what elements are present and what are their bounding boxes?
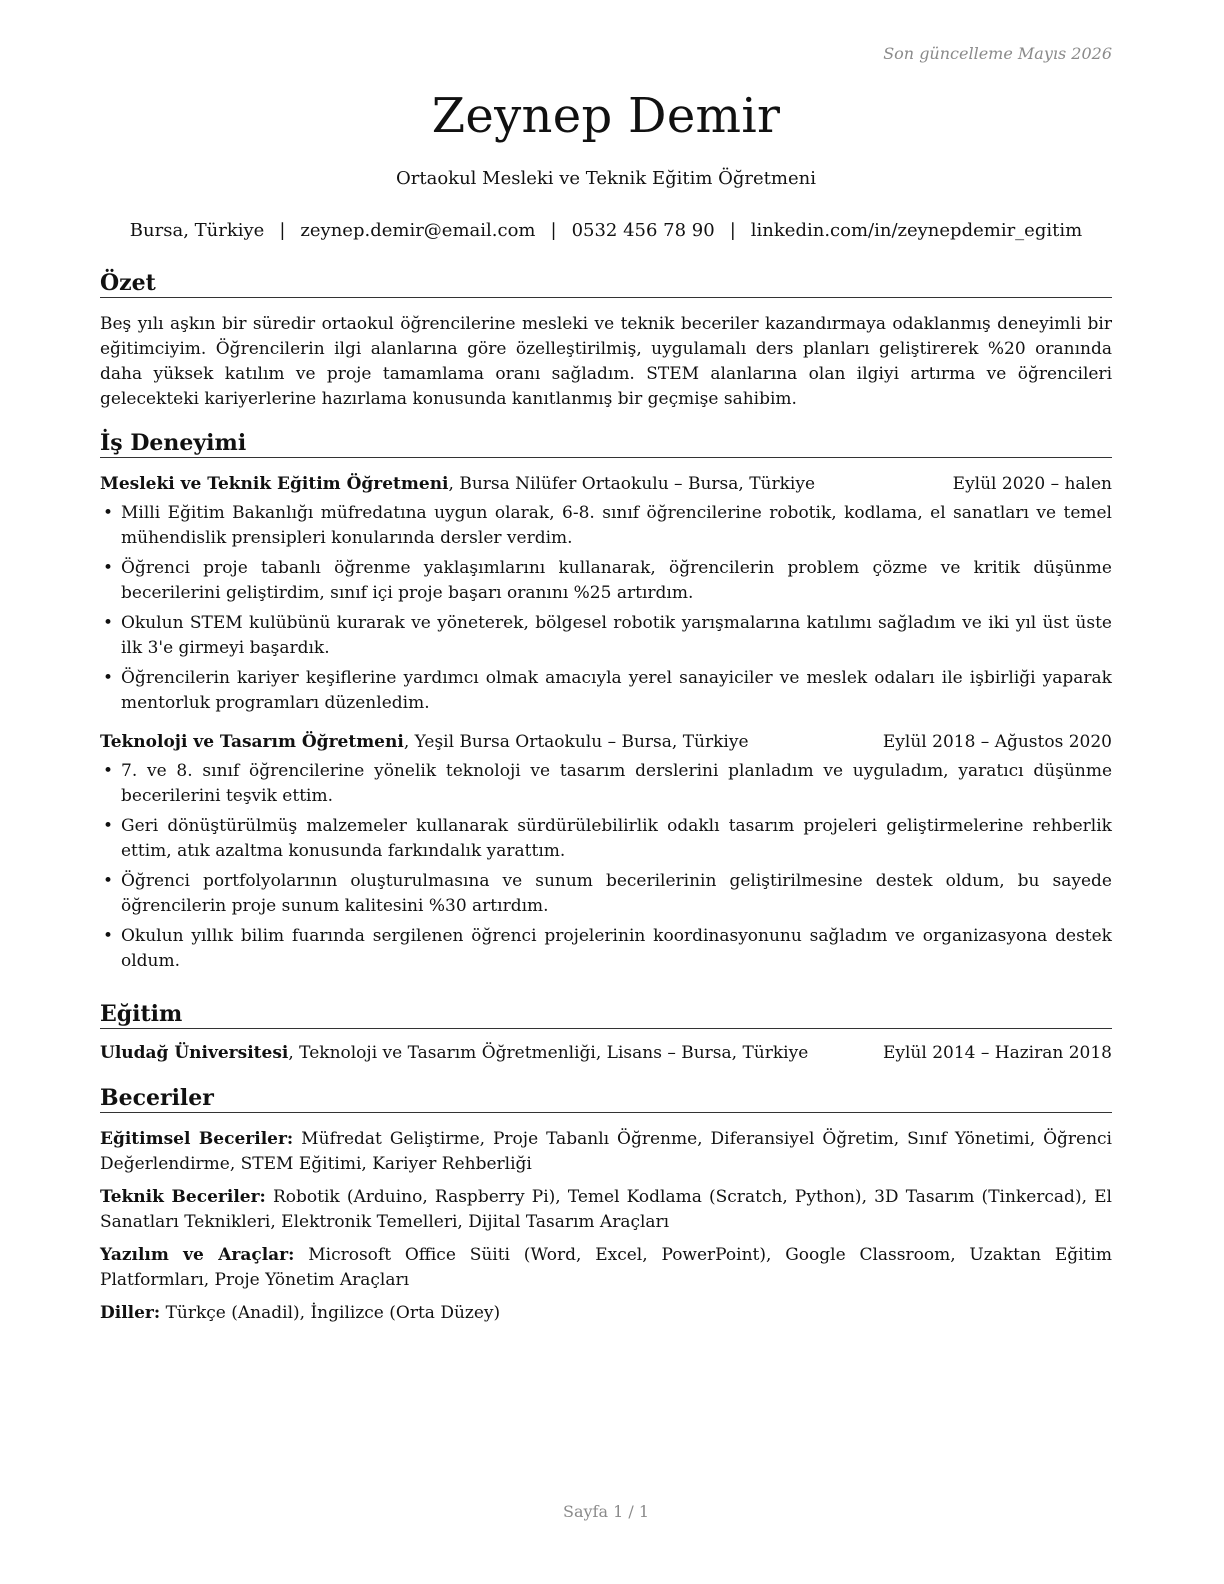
section-heading-education: Eğitim bbox=[100, 1001, 1112, 1029]
contact-separator: | bbox=[279, 220, 286, 241]
skill-label: Eğitimsel Beceriler: bbox=[100, 1129, 294, 1149]
contact-location: Bursa, Türkiye bbox=[129, 220, 265, 241]
list-item bbox=[100, 501, 1112, 551]
job-header bbox=[100, 472, 1112, 497]
bullet-text: Öğrencilerin kariyer keşiflerine yardımcı olmak amacıyla yerel sanayiciler ve meslek odaları ile işbirliği yaparak mentorluk programları düzenledim. bbox=[121, 668, 1112, 713]
skill-label: Teknik Beceriler: bbox=[100, 1187, 266, 1207]
skill-row bbox=[100, 1127, 1112, 1177]
skill-value: Türkçe (Anadil), İngilizce (Orta Düzey) bbox=[160, 1303, 501, 1323]
education-dates: Eylül 2014 – Haziran 2018 bbox=[882, 1043, 1112, 1063]
list-item bbox=[100, 759, 1112, 809]
experience-section bbox=[100, 430, 1112, 979]
bullet-text: Geri dönüştürülmüş malzemeler kullanarak sürdürülebilirlik odaklı tasarım projeleri geliştirmelerine rehberlik ettim, atık azaltma konusunda farkındalık yarattım. bbox=[121, 816, 1112, 861]
bullet-icon: • bbox=[103, 558, 114, 578]
bullet-text: Öğrenci proje tabanlı öğrenme yaklaşımlarını kullanarak, öğrencilerin problem çözme ve kritik düşünme becerilerini geliştirdim, sınıf içi proje başarı oranını %25 artırdım. bbox=[121, 558, 1112, 603]
skills-section bbox=[100, 1085, 1112, 1334]
contact-line bbox=[100, 220, 1112, 241]
bullet-icon: • bbox=[103, 761, 114, 781]
job-bullets bbox=[100, 501, 1112, 716]
section-heading-skills: Beceriler bbox=[100, 1085, 1112, 1113]
list-item bbox=[100, 814, 1112, 864]
last-updated: Son güncelleme Mayıs 2026 bbox=[883, 44, 1112, 63]
skill-label: Yazılım ve Araçlar: bbox=[100, 1245, 295, 1265]
job-org: , Yeşil Bursa Ortaokulu – Bursa, Türkiye bbox=[403, 732, 749, 752]
skill-value: Müfredat Geliştirme, Proje Tabanlı Öğrenme, Diferansiyel Öğretim, Sınıf Yönetimi, Öğrenci Değerlendirme, STEM Eğitimi, Kariyer Rehberliği bbox=[100, 1129, 1112, 1174]
section-heading-summary: Özet bbox=[100, 270, 1112, 298]
job-entry bbox=[100, 730, 1112, 974]
candidate-name: Zeynep Demir bbox=[431, 88, 781, 144]
skill-value: Robotik (Arduino, Raspberry Pi), Temel Kodlama (Scratch, Python), 3D Tasarım (Tinkercad), El Sanatları Teknikleri, Elektronik Temelleri, Dijital Tasarım Araçları bbox=[100, 1187, 1112, 1232]
contact-separator: | bbox=[550, 220, 557, 241]
education-detail: , Teknoloji ve Tasarım Öğretmenliği, Lisans – Bursa, Türkiye bbox=[288, 1043, 809, 1063]
bullet-text: 7. ve 8. sınıf öğrencilerine yönelik teknoloji ve tasarım derslerini planladım ve uyguladım, yaratıcı düşünme becerilerini teşvik ettim. bbox=[121, 761, 1112, 806]
skill-row bbox=[100, 1301, 1112, 1326]
summary-section bbox=[100, 270, 1112, 412]
bullet-icon: • bbox=[103, 816, 114, 836]
job-bullets bbox=[100, 759, 1112, 974]
list-item bbox=[100, 924, 1112, 974]
section-heading-experience: İş Deneyimi bbox=[100, 430, 1112, 458]
list-item bbox=[100, 666, 1112, 716]
job-dates: Eylül 2018 – Ağustos 2020 bbox=[882, 732, 1112, 752]
bullet-icon: • bbox=[103, 613, 114, 633]
contact-separator: | bbox=[729, 220, 736, 241]
job-role: Mesleki ve Teknik Eğitim Öğretmeni bbox=[100, 474, 449, 494]
candidate-title: Ortaokul Mesleki ve Teknik Eğitim Öğretmeni bbox=[396, 168, 816, 189]
skill-row bbox=[100, 1185, 1112, 1235]
bullet-icon: • bbox=[103, 503, 114, 523]
list-item bbox=[100, 556, 1112, 606]
list-item bbox=[100, 869, 1112, 919]
bullet-icon: • bbox=[103, 668, 114, 688]
page-number: Sayfa 1 / 1 bbox=[562, 1502, 649, 1521]
job-role: Teknoloji ve Tasarım Öğretmeni bbox=[100, 732, 404, 752]
bullet-text: Okulun yıllık bilim fuarında sergilenen öğrenci projelerinin koordinasyonunu sağladım ve organizasyona destek oldum. bbox=[121, 926, 1112, 971]
bullet-text: Milli Eğitim Bakanlığı müfredatına uygun olarak, 6-8. sınıf öğrencilerine robotik, kodlama, el sanatları ve temel mühendislik prensipleri konularında dersler verdim. bbox=[121, 503, 1112, 548]
education-section bbox=[100, 1001, 1112, 1066]
bullet-icon: • bbox=[103, 926, 114, 946]
job-dates: Eylül 2020 – halen bbox=[952, 474, 1112, 494]
bullet-text: Öğrenci portfolyolarının oluşturulmasına ve sunum becerilerinin geliştirilmesine destek oldum, bu sayede öğrencilerin proje sunum kalitesini %30 artırdım. bbox=[121, 871, 1112, 916]
education-entry bbox=[100, 1041, 1112, 1066]
bullet-icon: • bbox=[103, 871, 114, 891]
contact-email[interactable]: zeynep.demir@email.com bbox=[300, 220, 536, 241]
job-org: , Bursa Nilüfer Ortaokulu – Bursa, Türkiye bbox=[448, 474, 816, 494]
summary-text: Beş yılı aşkın bir süredir ortaokul öğrencilerine mesleki ve teknik beceriler kazandırmaya odaklanmış deneyimli bir eğitimciyim. Öğrencilerin ilgi alanlarına göre özelleştirilmiş, uygulamalı ders planları geliştirerek %20 oranında daha yüksek katılım ve proje tamamlama oranı sağladım. STEM alanlarına olan ilgiyi artırma ve öğrencileri gelecekteki kariyerlerine hazırlama konusunda kanıtlanmış bir geçmişe sahibim. bbox=[100, 314, 1112, 409]
contact-linkedin[interactable]: linkedin.com/in/zeynepdemir_egitim bbox=[750, 220, 1083, 241]
job-header bbox=[100, 730, 1112, 755]
bullet-text: Okulun STEM kulübünü kurarak ve yöneterek, bölgesel robotik yarışmalarına katılımı sağladım ve iki yıl üst üste ilk 3'e girmeyi başardık. bbox=[121, 613, 1112, 658]
skill-value: Microsoft Office Süiti (Word, Excel, PowerPoint), Google Classroom, Uzaktan Eğitim Platformları, Proje Yönetim Araçları bbox=[100, 1245, 1112, 1290]
skill-label: Diller: bbox=[100, 1303, 161, 1323]
education-school: Uludağ Üniversitesi bbox=[100, 1043, 289, 1063]
contact-phone: 0532 456 78 90 bbox=[571, 220, 715, 241]
list-item bbox=[100, 611, 1112, 661]
skill-row bbox=[100, 1243, 1112, 1293]
job-entry bbox=[100, 472, 1112, 716]
